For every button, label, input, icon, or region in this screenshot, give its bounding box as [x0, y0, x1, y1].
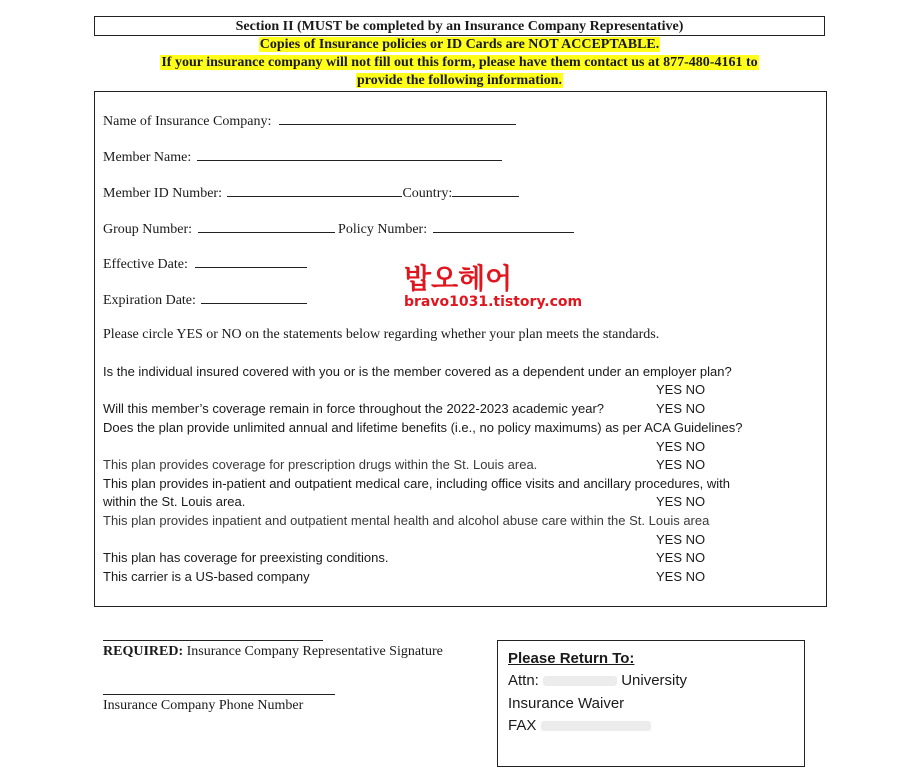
yes-no-options-7[interactable]: YES NO	[656, 550, 706, 565]
watermark-url-text: bravo1031.tistory.com	[404, 294, 583, 310]
watermark-logo	[404, 262, 583, 310]
company-label: Name of Insurance Company:	[103, 114, 272, 129]
notice-line-1	[0, 37, 919, 53]
return-dept-line: Insurance Waiver	[508, 695, 625, 712]
effective-date-input-line[interactable]	[195, 255, 307, 268]
yes-no-options-8[interactable]: YES NO	[656, 569, 706, 584]
expiration-date-input-line[interactable]	[201, 291, 307, 304]
question-1: Is the individual insured covered with you or is the member covered as a dependent under an employer plan?	[103, 364, 732, 379]
question-5-line-2: within the St. Louis area.	[103, 494, 246, 509]
yes-no-options-4[interactable]: YES NO	[656, 457, 706, 472]
yes-no-options-1[interactable]: YES NO	[656, 382, 706, 397]
notice-line-3	[0, 73, 919, 89]
notice-line-2	[0, 55, 919, 71]
question-4: This plan provides coverage for prescription drugs within the St. Louis area.	[103, 457, 538, 472]
yes-no-options-5[interactable]: YES NO	[656, 494, 706, 509]
effective-date-field	[103, 255, 307, 273]
instructions-text: Please circle YES or NO on the statements below regarding whether your plan meets the standards.	[103, 327, 660, 342]
company-field	[103, 112, 516, 130]
attn-suffix: University	[621, 672, 688, 689]
redacted-name	[543, 676, 617, 686]
attn-prefix: Attn:	[508, 672, 539, 689]
expiration-date-label: Expiration Date:	[103, 293, 196, 308]
signature-label	[103, 644, 443, 660]
member-name-label: Member Name:	[103, 150, 192, 165]
signature-description: Insurance Company Representative Signature	[186, 644, 443, 659]
question-6: This plan provides inpatient and outpatient mental health and alcohol abuse care within the St. Louis area	[103, 513, 710, 528]
country-label: Country:	[402, 186, 453, 201]
policy-number-input-line[interactable]	[433, 220, 574, 233]
question-8: This carrier is a US-based company	[103, 569, 310, 584]
country-input-line[interactable]	[452, 184, 519, 197]
question-2: Will this member’s coverage remain in force throughout the 2022-2023 academic year?	[103, 401, 605, 416]
expiration-date-field	[103, 291, 307, 309]
fax-prefix: FAX	[508, 717, 537, 734]
question-5-line-1: This plan provides in-patient and outpatient medical care, including office visits and ancillary procedures, with	[103, 476, 730, 491]
member-name-input-line[interactable]	[197, 148, 502, 161]
policy-number-label: Policy Number:	[338, 222, 428, 237]
yes-no-options-6[interactable]: YES NO	[656, 532, 706, 547]
member-id-label: Member ID Number:	[103, 186, 222, 201]
group-number-field	[103, 220, 574, 238]
section-title: Section II (MUST be completed by an Insurance Company Representative)	[235, 19, 684, 34]
signature-line[interactable]	[103, 640, 323, 641]
watermark-korean-text: 밥오헤어	[404, 262, 513, 295]
yes-no-options-3[interactable]: YES NO	[656, 439, 706, 454]
phone-number-label: Insurance Company Phone Number	[103, 698, 304, 713]
question-7: This plan has coverage for preexisting conditions.	[103, 550, 389, 565]
member-id-input-line[interactable]	[227, 184, 402, 197]
yes-no-options-2[interactable]: YES NO	[656, 401, 706, 416]
return-attn-line	[508, 672, 687, 689]
return-to-title: Please Return To:	[508, 650, 635, 667]
return-fax-line	[508, 717, 651, 734]
form-box	[94, 91, 827, 607]
company-input-line[interactable]	[279, 112, 516, 125]
group-number-input-line[interactable]	[198, 220, 335, 233]
effective-date-label: Effective Date:	[103, 257, 188, 272]
notice-text-2: If your insurance company will not fill out this form, please have them contact us at 877-480-4161 to	[161, 55, 758, 70]
member-id-field	[103, 184, 519, 202]
notice-text-1: Copies of Insurance policies or ID Cards are NOT ACCEPTABLE.	[259, 37, 660, 52]
question-3: Does the plan provide unlimited annual and lifetime benefits (i.e., no policy maximums) as per ACA Guidelines?	[103, 420, 743, 435]
group-number-label: Group Number:	[103, 222, 193, 237]
member-name-field	[103, 148, 502, 166]
redacted-fax-number	[541, 721, 651, 731]
notice-text-3: provide the following information.	[356, 73, 563, 88]
required-label: REQUIRED:	[103, 644, 184, 659]
phone-number-line[interactable]	[103, 694, 335, 695]
